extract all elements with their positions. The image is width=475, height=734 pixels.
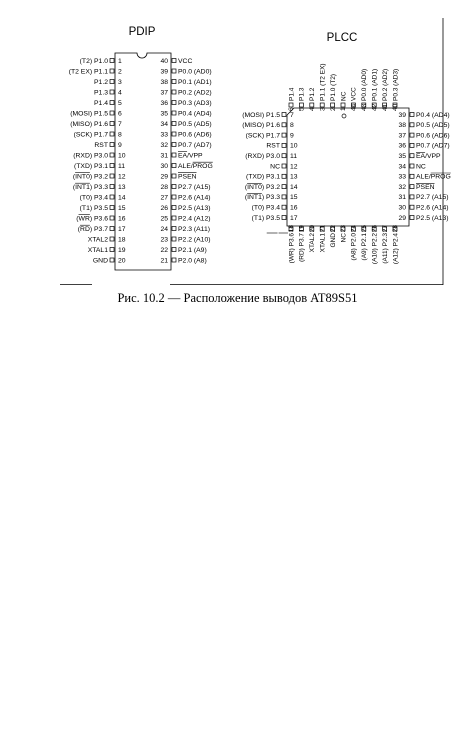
pdip-pin-label: (T2 EX) P1.1 <box>68 68 108 76</box>
pdip-pin-label: P0.5 (AD5) <box>178 120 212 128</box>
pdip-pin-number: 17 <box>118 225 126 233</box>
plcc-pin-number: 21 <box>319 225 327 233</box>
pin-marker <box>320 103 324 107</box>
pin-marker <box>110 59 114 63</box>
plcc-pin-number: 40 <box>392 103 400 111</box>
plcc-pin-number: 41 <box>381 103 389 111</box>
pdip-package <box>69 26 213 270</box>
plcc-body-outline <box>287 108 409 226</box>
pdip-pin-number: 9 <box>118 141 122 149</box>
pin-marker <box>110 90 114 94</box>
plcc-pin-number: 20 <box>309 225 316 233</box>
plcc-pin-label: P2.6 (A14) <box>416 204 449 212</box>
pin-marker <box>172 153 176 157</box>
pin-marker <box>110 248 114 252</box>
pin-marker <box>410 123 414 127</box>
pdip-pin-label: VCC <box>178 57 193 65</box>
pdip-pin-label: (TXD) P3.1 <box>74 162 108 170</box>
plcc-pin-label: (A12) P2.4 <box>392 233 400 265</box>
pdip-pin-number: 12 <box>118 173 126 181</box>
pin1-indicator <box>342 114 346 118</box>
pin-marker <box>110 164 114 168</box>
pin-marker <box>110 122 114 126</box>
plcc-pin-label: (SCK) P1.7 <box>245 132 280 140</box>
pdip-pin-label: XTAL1 <box>87 246 108 254</box>
pin-marker <box>282 164 286 168</box>
pdip-pin-label: P1.2 <box>94 78 108 86</box>
pdip-pin-number: 16 <box>118 215 126 223</box>
plcc-pin-number: 29 <box>398 214 406 222</box>
pin-marker <box>110 227 114 231</box>
pin-marker <box>410 205 414 209</box>
pin-marker <box>331 103 335 107</box>
plcc-pin-label: P1.3 <box>298 87 306 101</box>
pdip-pin-number: 1 <box>118 57 122 65</box>
pdip-pin-label: P0.2 (AD2) <box>178 89 212 97</box>
pdip-pin-label: XTAL2 <box>87 236 108 244</box>
pdip-pin-number: 2 <box>118 68 122 76</box>
pin-marker <box>172 164 176 168</box>
plcc-pin-label: (TXD) P3.1 <box>246 173 280 181</box>
pdip-pin-label: P1.4 <box>94 99 108 107</box>
pin-marker <box>282 174 286 178</box>
pdip-pin-number: 34 <box>160 120 168 128</box>
plcc-pin-number: 10 <box>290 142 298 150</box>
plcc-pin-number: 25 <box>361 225 368 233</box>
plcc-pin-label: P0.6 (AD6) <box>416 132 450 140</box>
pin-marker <box>282 205 286 209</box>
pin-marker <box>110 216 114 220</box>
plcc-title: PLCC <box>326 32 358 44</box>
pdip-pin-label: P0.6 (AD6) <box>178 131 212 139</box>
pdip-pin-label: P0.1 (AD1) <box>178 78 212 86</box>
plcc-pin-label: (INT0) P3.2 <box>244 183 280 191</box>
pin-marker <box>172 80 176 84</box>
pdip-pin-label: P2.6 (A14) <box>178 194 211 202</box>
plcc-pin-label: EA/VPP <box>416 153 441 160</box>
plcc-pin-label: P1.4 <box>288 87 296 101</box>
plcc-pin-label: NC <box>340 233 348 243</box>
pin-marker <box>410 185 414 189</box>
pdip-pin-number: 4 <box>118 89 122 97</box>
plcc-pin-number: 8 <box>290 122 294 130</box>
pdip-pin-label: (T0) P3.4 <box>79 194 108 202</box>
pdip-pin-number: 37 <box>160 89 168 97</box>
pin-marker <box>410 164 414 168</box>
pdip-pin-number: 35 <box>160 110 168 118</box>
plcc-pin-number: 32 <box>398 183 406 191</box>
plcc-pin-label: (MOSI) P1.5 <box>242 111 280 119</box>
pin-marker <box>172 90 176 94</box>
plcc-pin-label: P0.2 (AD2) <box>381 68 389 101</box>
pin-marker <box>172 143 176 147</box>
pdip-pin-number: 25 <box>160 215 168 223</box>
pdip-pin-label: GND <box>92 257 108 265</box>
plcc-pin-number: 7 <box>290 111 294 119</box>
pdip-pin-label: P0.3 (AD3) <box>178 99 212 107</box>
pdip-pin-number: 14 <box>118 194 126 202</box>
pin-marker <box>282 216 286 220</box>
pin-marker <box>282 113 286 117</box>
plcc-pin-number: 1 <box>340 107 348 111</box>
plcc-pin-label: (T0) P3.4 <box>251 204 280 212</box>
plcc-pin-number: 37 <box>398 132 406 140</box>
plcc-pin-number: 27 <box>381 225 389 233</box>
pdip-pin-number: 38 <box>160 78 168 86</box>
pin-marker <box>299 103 303 107</box>
plcc-pin-label: (MISO) P1.6 <box>242 122 280 130</box>
pdip-pin-number: 5 <box>118 99 122 107</box>
plcc-pin-number: 18 <box>288 225 296 233</box>
plcc-package <box>242 32 451 264</box>
pdip-pin-label: P2.3 (A11) <box>178 225 210 233</box>
pin-marker <box>172 69 176 73</box>
pdip-pin-label: P1.3 <box>94 89 108 97</box>
plcc-pin-label: (WR) P3.6 <box>288 233 296 264</box>
pin-marker <box>289 103 293 107</box>
pdip-pin-number: 15 <box>118 204 126 212</box>
pdip-pin-number: 18 <box>118 236 126 244</box>
plcc-pin-number: 2 <box>329 107 337 111</box>
pin-marker <box>110 206 114 210</box>
plcc-pin-label: RST <box>266 142 280 150</box>
plcc-pin-label: XTAL1 <box>319 233 327 253</box>
plcc-pin-label: P0.1 (AD1) <box>371 68 379 101</box>
plcc-pin-label: (A11) P2.3 <box>381 233 389 264</box>
pin-marker <box>110 237 114 241</box>
pdip-pin-label: (INT1) P3.3 <box>72 183 108 191</box>
pdip-pin-label: (RD) P3.7 <box>77 225 108 233</box>
pin-marker <box>110 80 114 84</box>
pin-marker <box>410 195 414 199</box>
pdip-pin-number: 7 <box>118 120 122 128</box>
pdip-pin-label: (INT0) P3.2 <box>72 173 108 181</box>
plcc-pin-label: PSEN <box>416 183 435 191</box>
pdip-pin-label: P0.4 (AD4) <box>178 110 212 118</box>
pin-marker <box>282 143 286 147</box>
plcc-pin-number: 30 <box>398 204 406 212</box>
pin-marker <box>172 248 176 252</box>
plcc-pin-number: 19 <box>298 225 306 233</box>
pin-marker <box>172 59 176 63</box>
plcc-pin-label: (A8) P2.0 <box>350 233 358 261</box>
pinout-diagram <box>0 0 475 285</box>
pdip-pin-number: 19 <box>118 246 126 254</box>
plcc-pin-number: 17 <box>290 214 298 222</box>
pdip-pin-number: 13 <box>118 183 126 191</box>
pdip-pin-label: P2.0 (A8) <box>178 257 207 265</box>
plcc-pin-label: XTAL2 <box>309 233 317 253</box>
pdip-pin-number: 20 <box>118 257 126 265</box>
pdip-pin-number: 8 <box>118 131 122 139</box>
pdip-pin-label: P2.1 (A9) <box>178 246 207 254</box>
plcc-pin-number: 15 <box>290 194 298 202</box>
pin-marker <box>172 185 176 189</box>
pin-marker <box>110 69 114 73</box>
pin-marker <box>410 216 414 220</box>
plcc-pin-number: 39 <box>398 111 406 119</box>
pin-marker <box>172 227 176 231</box>
pin-marker <box>282 195 286 199</box>
plcc-pin-number: 22 <box>329 225 337 233</box>
pdip-pin-number: 3 <box>118 78 122 86</box>
plcc-pin-label: (A9) P2.1 <box>361 233 369 261</box>
plcc-pin-label: NC <box>270 163 280 171</box>
pdip-pin-number: 27 <box>160 194 168 202</box>
pdip-pin-label: (T1) P3.5 <box>79 204 108 212</box>
pin-marker <box>172 258 176 262</box>
plcc-pin-number: 44 <box>350 103 358 111</box>
pin-marker <box>172 111 176 115</box>
pdip-pin-number: 32 <box>160 141 168 149</box>
pin-marker <box>110 174 114 178</box>
pin-marker <box>172 237 176 241</box>
plcc-pin-number: 4 <box>309 107 316 111</box>
plcc-pin-label: P1.0 (T2) <box>329 73 337 101</box>
pdip-pin-label: P2.7 (A15) <box>178 183 211 191</box>
pdip-pin-label: P2.2 (A10) <box>178 236 211 244</box>
plcc-pin-label: P0.4 (AD4) <box>416 111 450 119</box>
pdip-pin-number: 39 <box>160 68 168 76</box>
plcc-pin-number: 42 <box>371 103 379 111</box>
pdip-pin-number: 23 <box>160 236 168 244</box>
plcc-pin-label: P2.7 (A15) <box>416 194 449 202</box>
pin-marker <box>110 258 114 262</box>
plcc-pin-label: P0.0 (AD0) <box>361 68 369 101</box>
plcc-pin-label: VCC <box>350 87 358 101</box>
plcc-pin-number: 9 <box>290 132 294 140</box>
plcc-pin-number: 24 <box>350 225 358 233</box>
pin-marker <box>110 195 114 199</box>
pin-marker <box>172 122 176 126</box>
pdip-pin-label: (RXD) P3.0 <box>73 152 108 160</box>
pin-marker <box>282 133 286 137</box>
pin-marker <box>110 101 114 105</box>
pin-marker <box>110 153 114 157</box>
plcc-pin-label: P0.7 (AD7) <box>416 142 450 150</box>
pin-marker <box>410 154 414 158</box>
pdip-pin-number: 40 <box>160 57 168 65</box>
pin-marker <box>341 103 345 107</box>
pdip-pin-number: 22 <box>160 246 168 254</box>
pdip-pin-label: (SCK) P1.7 <box>73 131 108 139</box>
plcc-pin-label: P2.5 (A13) <box>416 214 449 222</box>
pin-marker <box>110 111 114 115</box>
plcc-pin-label: NC <box>416 163 426 171</box>
pdip-pin-number: 10 <box>118 152 126 160</box>
plcc-pin-label: GND <box>329 233 337 248</box>
plcc-pin-number: 16 <box>290 204 298 212</box>
pin-marker <box>110 132 114 136</box>
pin-marker <box>282 123 286 127</box>
plcc-pin-label: (RXD) P3.0 <box>245 153 280 160</box>
plcc-pin-number: 14 <box>290 183 298 191</box>
pdip-pin-number: 36 <box>160 99 168 107</box>
pin-marker <box>172 174 176 178</box>
pin-marker <box>172 101 176 105</box>
pin-marker <box>110 143 114 147</box>
pin-marker <box>410 143 414 147</box>
plcc-pin-number: 33 <box>398 173 406 181</box>
plcc-pin-number: 34 <box>398 163 406 171</box>
plcc-pin-number: 13 <box>290 173 298 181</box>
pdip-pin-label: (MOSI) P1.5 <box>70 110 108 118</box>
pdip-pin-label: PSEN <box>178 173 197 181</box>
pin-marker <box>172 195 176 199</box>
plcc-pin-number: 28 <box>392 225 400 233</box>
pdip-pin-number: 6 <box>118 110 122 118</box>
plcc-pin-label: P0.5 (AD5) <box>416 122 450 130</box>
pdip-pin-number: 30 <box>160 162 168 170</box>
plcc-pin-label: (T1) P3.5 <box>251 214 280 222</box>
pdip-pin-label: EA/VPP <box>178 152 203 160</box>
pdip-pin-number: 21 <box>160 257 168 265</box>
pin-marker <box>410 174 414 178</box>
pdip-pin-label: (WR) P3.6 <box>76 215 108 223</box>
plcc-pin-label: (RD) P3.7 <box>298 233 306 262</box>
pdip-pin-label: P2.5 (A13) <box>178 204 211 212</box>
plcc-pin-number: 36 <box>398 142 406 150</box>
pdip-pin-number: 28 <box>160 183 168 191</box>
pdip-pin-number: 26 <box>160 204 168 212</box>
pdip-pin-label: (T2) P1.0 <box>79 57 108 65</box>
pin-marker <box>282 154 286 158</box>
pdip-pin-number: 29 <box>160 173 168 181</box>
pdip-pin-label: RST <box>94 141 108 149</box>
plcc-pin-number: 3 <box>319 107 327 111</box>
pdip-pin-label: P0.7 (AD7) <box>178 141 212 149</box>
pin-marker <box>110 185 114 189</box>
plcc-pin-label: P0.3 (AD3) <box>392 68 400 101</box>
pdip-pin-number: 11 <box>118 162 126 170</box>
pdip-pin-number: 31 <box>160 152 168 160</box>
plcc-pin-number: 31 <box>398 194 406 202</box>
plcc-pin-number: 26 <box>371 225 379 233</box>
pdip-pin-label: ALE/PROG <box>178 162 213 170</box>
pdip-pin-number: 24 <box>160 225 168 233</box>
pin-marker <box>172 206 176 210</box>
plcc-pin-number: 23 <box>340 225 348 233</box>
pdip-pin-label: P0.0 (AD0) <box>178 68 212 76</box>
plcc-pin-number: 6 <box>288 107 296 111</box>
plcc-pin-label: P1.2 <box>309 87 317 101</box>
pin-marker <box>282 185 286 189</box>
figure-caption: Рис. 10.2 — Расположение выводов AT89S51 <box>117 291 358 305</box>
plcc-pin-number: 38 <box>398 122 406 130</box>
pin-marker <box>172 132 176 136</box>
plcc-pin-number: 43 <box>361 103 368 111</box>
pin-marker <box>410 133 414 137</box>
plcc-pin-label: (INT1) P3.3 <box>244 194 280 202</box>
pdip-title: PDIP <box>128 26 156 38</box>
pdip-pin-number: 33 <box>160 131 168 139</box>
pin-marker <box>310 103 314 107</box>
plcc-pin-label: ALE/PROG <box>416 173 451 181</box>
plcc-pin-number: 5 <box>298 107 306 111</box>
plcc-pin-label: NC <box>340 91 348 101</box>
pdip-pin-label: P2.4 (A12) <box>178 215 211 223</box>
pin-marker <box>172 216 176 220</box>
plcc-pin-number: 35 <box>398 153 406 160</box>
plcc-pin-label: P1.1 (T2 EX) <box>319 63 327 101</box>
plcc-pin-number: 12 <box>290 163 298 171</box>
plcc-pin-label: (A10) P2.2 <box>371 233 379 265</box>
pin-marker <box>410 113 414 117</box>
pdip-pin-label: (MISO) P1.6 <box>70 120 108 128</box>
plcc-pin-number: 11 <box>290 153 298 160</box>
